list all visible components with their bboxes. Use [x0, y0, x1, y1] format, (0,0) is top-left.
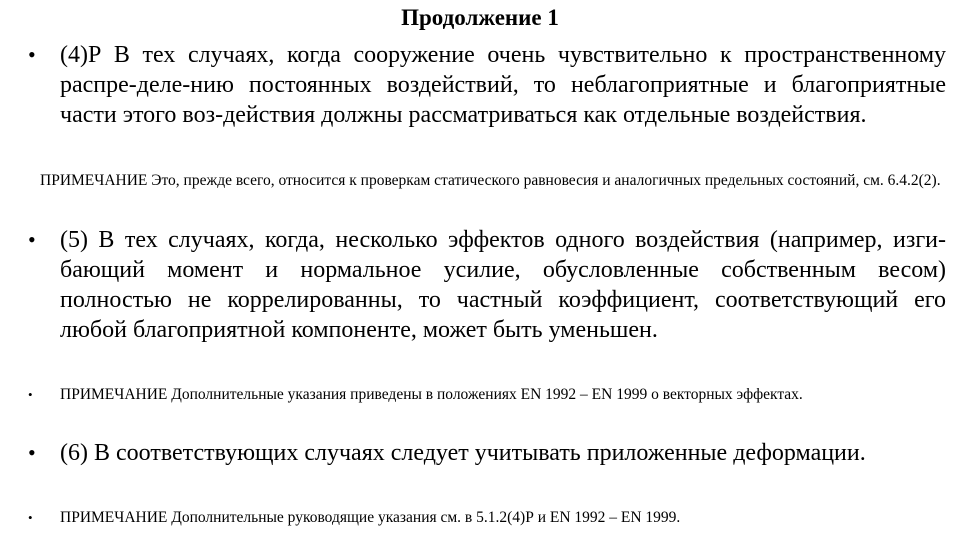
bullet-icon: • — [28, 510, 33, 525]
note-guidance — [28, 508, 946, 528]
note-vector-effects — [28, 385, 946, 405]
clause-6-text: (6) В соответствующих случаях следует учитывать приложенные деформации. — [60, 440, 866, 466]
clause-5 — [28, 225, 946, 345]
note-guidance-text: ПРИМЕЧАНИЕ Дополнительные руководящие указания см. в 5.1.2(4)Р и EN 1992 – EN 1999. — [60, 509, 681, 526]
bullet-icon: • — [28, 440, 36, 465]
note-vector-effects-text: ПРИМЕЧАНИЕ Дополнительные указания приведены в положениях EN 1992 – EN 1999 о векторных эффектах. — [60, 386, 803, 403]
bullet-icon: • — [28, 42, 36, 67]
bullet-icon: • — [28, 387, 33, 402]
note-static-equilibrium: ПРИМЕЧАНИЕ Это, прежде всего, относится к проверкам статического равновесия и аналогичных предельных состояний, см. 6.4.2(2). — [40, 172, 941, 189]
slide-title: Продолжение 1 — [401, 5, 559, 30]
clause-4p-text: (4)Р В тех случаях, когда сооружение очень чувствительно к пространственному распре-деле-нию постоянных воздействий, то неблагоприятные и благоприятные части этого воз-действия должны рассматриваться как отдельные воздействия. — [60, 42, 946, 128]
clause-6 — [28, 438, 946, 468]
clause-4p — [28, 40, 946, 130]
bullet-icon: • — [28, 227, 36, 252]
clause-5-text: (5) В тех случаях, когда, несколько эффектов одного воздействия (например, изги-бающий момент и нормальное усилие, обусловленные собственным весом) полностью не коррелированны, то частный коэффициент, соответствующий его любой благоприятной компоненте, может быть уменьшен. — [60, 227, 946, 343]
